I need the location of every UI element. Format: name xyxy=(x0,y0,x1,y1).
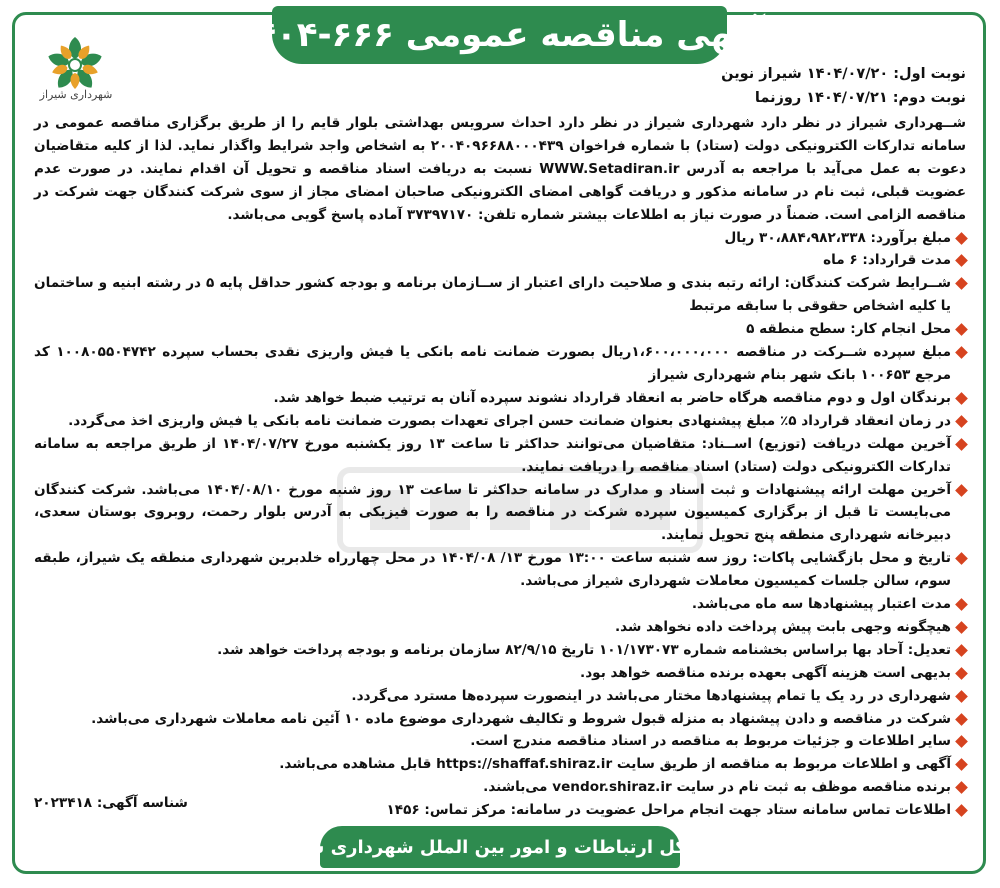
header-banner xyxy=(234,6,765,64)
notice-first: نوبت اول: ۱۴۰۴/۰۷/۲۰ شیراز نوین xyxy=(721,66,966,82)
bullet-diamond-icon xyxy=(955,759,968,772)
list-item xyxy=(34,318,966,341)
bullet-diamond-icon xyxy=(955,667,968,680)
list-item-text: هیچگونه وجهی بابت پیش پرداخت داده نخواهد شد. xyxy=(615,618,951,635)
list-item xyxy=(34,479,966,548)
list-item xyxy=(34,341,966,387)
bullet-diamond-icon xyxy=(955,323,968,336)
list-item xyxy=(34,593,966,616)
list-item-text: سایر اطلاعات و جزئیات مربوط به مناقصه در اسناد مناقصه مندرج است. xyxy=(470,733,951,750)
bullet-diamond-icon xyxy=(955,804,968,817)
list-item-text: آخرین مهلت دریافت (توزیع) اســناد: متقاضیان می‌توانند حداکثر تا ساعت ۱۳ روز یکشنبه مورخ ۱۴۰۴/۰۷/۲۷ از طریق مراجعه به سامانه تدارکات الکترونیکی دولت (ستاد) اسناد مناقصه را دریافت نمایند. xyxy=(34,435,952,475)
footer-banner xyxy=(271,826,729,868)
bullet-diamond-icon xyxy=(955,484,968,497)
list-item xyxy=(34,547,966,593)
list-item-text: مبلغ سپرده شــرکت در مناقصه ۱،۶۰۰،۰۰۰،۰۰۰ریال بصورت ضمانت نامه بانکی یا فیش واریزی نقدی بحساب سپرده ۱۰۰۸۰۵۵۰۴۷۴۲ کد مرجع ۱۰۰۶۵۳ بانک شهر بنام شهرداری شیراز xyxy=(34,344,951,383)
list-item xyxy=(34,730,966,753)
list-item-text: شهرداری در رد یک یا تمام پیشنهادها مختار می‌باشد در اینصورت سپرده‌ها مسترد می‌گردد. xyxy=(351,687,951,704)
list-item-text: آخرین مهلت ارائه پیشنهادات و ثبت اسناد و مدارک در سامانه حداکثر تا ساعت ۱۳ روز شنبه مورخ ۱۴۰۴/۰۸/۱۰ می‌باشد. شرکت کنندگان می‌بایست تا قبل از برگزاری کمیسیون سپرده شرکت در مناقصه را به صورت فیزیکی به آدرس بلوار رحمت، روبروی بوستان سعدی، دبیرخانه شهرداری منطقه پنج تحویل نمایند. xyxy=(34,481,951,544)
list-item-text: برندگان اول و دوم مناقصه هرگاه حاضر به انعقاد قرارداد نشوند سپرده آنان به ترتیب ضبط خواهد شد. xyxy=(273,389,951,406)
bullet-diamond-icon xyxy=(955,255,968,268)
logo-caption: شهرداری شیراز xyxy=(39,88,113,101)
list-item-text: شــرایط شرکت کنندگان: ارائه رتبه بندی و صلاحیت دارای اعتبار از ســازمان برنامه و بودجه کشور حداقل پایه ۵ در رشته ابنیه و ساختمان یا کلیه اشخاص حقوقی با سابقه مرتبط xyxy=(34,275,951,315)
bullet-diamond-icon xyxy=(955,713,968,726)
list-item-text: اطلاعات تماس سامانه ستاد جهت انجام مراحل عضویت در سامانه: مرکز تماس: ۱۴۵۶ xyxy=(386,802,951,819)
list-item-text: آگهی و اطلاعات مربوط به مناقصه از طریق سایت https://shaffaf.shiraz.ir قابل مشاهده می‌باشد. xyxy=(279,756,951,773)
bullet-diamond-icon xyxy=(955,621,968,634)
bullet-diamond-icon xyxy=(955,232,968,245)
bullet-diamond-icon xyxy=(955,736,968,749)
bullet-diamond-icon xyxy=(955,392,968,405)
bullet-diamond-icon xyxy=(955,644,968,657)
list-item-text: برنده مناقصه موظف به ثبت نام در سایت vendor.shiraz.ir می‌باشند. xyxy=(483,779,951,796)
list-item xyxy=(34,433,966,479)
list-item xyxy=(34,616,966,639)
list-item xyxy=(34,639,966,662)
list-item xyxy=(34,249,966,272)
list-item xyxy=(34,662,966,685)
notice-second: نوبت دوم: ۱۴۰۴/۰۷/۲۱ روزنما xyxy=(754,90,966,106)
page-title: آگهی مناقصه عمومی ۶۶۶-۱۴۰۴ xyxy=(234,15,765,55)
bullet-diamond-icon xyxy=(955,346,968,359)
bullet-diamond-icon xyxy=(955,552,968,565)
bullet-diamond-icon xyxy=(955,690,968,703)
list-item-text: در زمان انعقاد قرارداد ۵٪ مبلغ پیشنهادی بعنوان ضمانت حسن اجرای تعهدات بصورت ضمانت نامه بانکی یا فیش واریزی اخذ می‌گردد. xyxy=(68,412,951,429)
ad-identifier: شناسه آگهی: ۲۰۲۳۴۱۸ xyxy=(34,795,188,811)
list-item-text: بدیهی است هزینه آگهی بعهده برنده مناقصه خواهد بود. xyxy=(580,664,951,681)
list-item xyxy=(34,685,966,708)
tender-body xyxy=(34,112,966,822)
list-item xyxy=(34,387,966,410)
list-item xyxy=(34,272,966,318)
list-item xyxy=(34,708,966,731)
bullet-diamond-icon xyxy=(955,781,968,794)
list-item-text: شرکت در مناقصه و دادن پیشنهاد به منزله قبول شروط و تکالیف شهرداری موضوع ماده ۱۰ آئین نامه معاملات شهرداری می‌باشد. xyxy=(91,710,951,727)
bullet-diamond-icon xyxy=(955,438,968,451)
intro-paragraph: شــهرداری شیراز در نظر دارد شهرداری شیراز در نظر دارد احداث سرویس بهداشتی بلوار قایم را از طریق برگزاری مناقصه عمومی در سامانه تدارکات الکترونیکی دولت (ستاد) با شماره فراخوان ۲۰۰۴۰۹۶۶۸۸۰۰۰۴۳۹ به اشخاص واجد شرایط واگذار نماید. لذا از کلیه متقاضیان دعوت به عمل می‌آید با مراجعه به آدرس WWW.Setadiran.ir نسبت به دریافت اسناد مناقصه و تحویل آن اقدام نمایند. در صورت عدم عضویت قبلی، ثبت نام در سامانه مذکور و دریافت گواهی امضای الکترونیکی صاحبان امضای مجاز از سوی شرکت کنندگان جهت شرکت در مناقصه الزامی است. ضمناً در صورت نیاز به اطلاعات بیشتر شماره تلفن: ۳۷۳۹۷۱۷۰ آماده پاسخ گویی می‌باشد. xyxy=(34,115,966,223)
list-item-text: مدت قرارداد: ۶ ماه xyxy=(823,252,951,269)
conditions-list xyxy=(34,227,966,823)
list-item-text: مدت اعتبار پیشنهادها سه ماه می‌باشد. xyxy=(691,596,951,613)
list-item-text: تاریخ و محل بازگشایی پاکات: روز سه شنبه ساعت ۱۳:۰۰ مورخ ۱۳/ ۱۴۰۴/۰۸ در محل چهارراه خلدبرین شهرداری منطقه یک شیراز، طبقه سوم، سالن جلسات کمیسیون معاملات شهرداری شیراز می‌باشد. xyxy=(34,550,951,590)
list-item xyxy=(34,410,966,433)
list-item xyxy=(34,753,966,776)
footer-title: اداره‌کل ارتباطات و امور بین الملل شهرداری شیراز xyxy=(271,836,729,858)
list-item-text: تعدیل: آحاد بها براساس بخشنامه شماره ۱۰۱/۱۷۳۰۷۳ تاریخ ۸۲/۹/۱۵ سازمان برنامه و بودجه پرداخت خواهد شد. xyxy=(217,641,951,658)
bullet-diamond-icon xyxy=(955,277,968,290)
list-item-text: مبلغ برآورد: ۳۰،۸۸۴،۹۸۲،۳۳۸ ریال xyxy=(724,229,951,246)
list-item xyxy=(34,227,966,250)
list-item-text: محل انجام کار: سطح منطقه ۵ xyxy=(746,321,951,338)
bullet-diamond-icon xyxy=(955,415,968,428)
publication-notices xyxy=(606,62,966,110)
bullet-diamond-icon xyxy=(955,598,968,611)
